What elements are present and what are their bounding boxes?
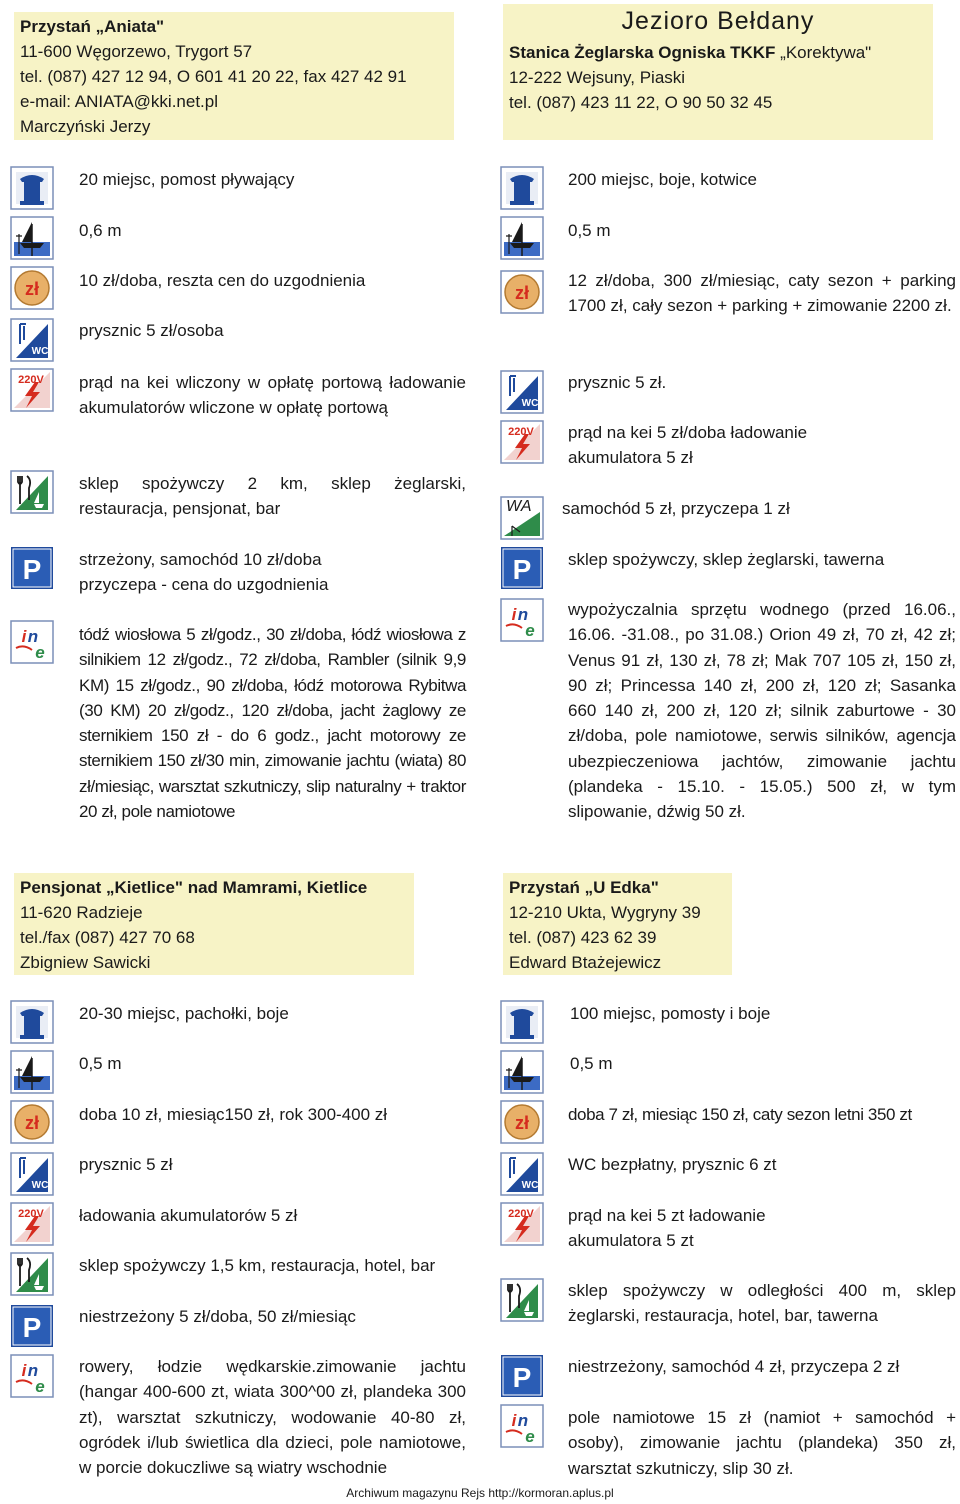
parking-text: niestrzeżony, samochód 4 zł, przyczepa 2 zł — [568, 1357, 900, 1376]
shower-text: WC bezpłatny, prysznic 6 zt — [568, 1155, 777, 1174]
wc-icon — [500, 1152, 544, 1196]
marina-title-name: „Korektywa" — [780, 43, 872, 62]
price-icon — [500, 270, 544, 314]
other-text: wypożyczalnia sprzętu wodnego (przed 16.06., 16.06. -31.08., po 31.08.) Orion 49 zł, 70 zł, 42 zł; Venus 91 zł, 130 zł, 78 zł; Mak 707 105 zł, 150 zł, 90 zł; Princessa 140 zł, 200 zł, 120 zł; Sasanka 660 140 zł, 200 zł, 120 zł; silnik zaburtowe - 30 zł/doba, pole namiotowe, serwis silników, agencja ubezpieczeniowa jachtów, zimowanie jachtu (plandeka - 15.10. - 15.05.) 500 zł, w tym slipowanie, dźwig 50 zł. — [568, 600, 956, 822]
marina-aniata-header — [14, 12, 454, 140]
marina-address: 12-210 Ukta, Wygryny 39 — [509, 903, 701, 922]
lake-title: Jezioro Bełdany — [621, 7, 815, 35]
marina-title: Przystań „Aniata" — [20, 17, 165, 36]
marina-title: Przystań „U Edka" — [509, 878, 659, 897]
depth-text: 0,6 m — [79, 221, 122, 240]
wc-icon — [10, 1152, 54, 1196]
info-icon — [500, 598, 544, 642]
price-text: 12 zł/doba, 300 zł/miesiąc, caty sezon + parking 1700 zł, cały sezon + parking + zimowanie 2200 zł. — [568, 271, 956, 316]
marina-edek-header — [503, 873, 732, 975]
parking-text: niestrzeżony 5 zł/doba, 50 zł/miesiąc — [79, 1307, 356, 1326]
depth-icon — [500, 216, 544, 260]
marina-korektywa-header — [503, 4, 933, 140]
shop-icon — [10, 1252, 54, 1296]
power-text: prąd na kei 5 zt ładowanie akumulatora 5 zt — [568, 1206, 766, 1251]
shower-text: prysznic 5 zł — [79, 1155, 173, 1174]
power-icon — [10, 368, 54, 412]
marina-address: 12-222 Wejsuny, Piaski — [509, 68, 686, 87]
power-text: ładowania akumulatorów 5 zł — [79, 1206, 298, 1225]
shops-text: sklep spożywczy 1,5 km, restauracja, hotel, bar — [79, 1256, 436, 1275]
price-text: doba 7 zł, miesiąc 150 zł, caty sezon letni 350 zt — [568, 1105, 912, 1124]
marina-phone: tel./fax (087) 427 70 68 — [20, 928, 195, 947]
depth-text: 0,5 m — [568, 221, 611, 240]
bollard-icon — [10, 1000, 54, 1044]
power-icon — [500, 420, 544, 464]
parking-icon — [500, 1354, 544, 1398]
marina-phone: tel. (087) 427 12 94, O 601 41 20 22, fax 427 42 91 — [20, 67, 407, 86]
berths-text: 100 miejsc, pomosty i boje — [570, 1004, 771, 1023]
shops-text: sklep spożywczy 2 km, sklep żeglarski, restauracja, pensjonat, bar — [79, 474, 466, 519]
archive-footer: Archiwum magazynu Rejs http://kormoran.aplus.pl — [346, 1486, 614, 1500]
power-text: prąd na kei wliczony w opłatę portową ładowanie akumulatorów wliczone w opłatę portową — [79, 373, 466, 418]
berths-text: 200 miejsc, boje, kotwice — [568, 170, 757, 189]
depth-text: 0,5 m — [79, 1054, 122, 1073]
bollard-icon — [500, 166, 544, 210]
shops-text: sklep spożywczy w odległości 400 m, sklep żeglarski, restauracja, hotel, bar, tawerna — [568, 1281, 956, 1326]
wa-label: WA — [506, 498, 532, 515]
marina-person: Marczyński Jerzy — [20, 117, 151, 136]
wc-icon — [10, 318, 54, 362]
power-icon — [10, 1202, 54, 1246]
shower-text: prysznic 5 zł/osoba — [79, 321, 224, 340]
marina-phone: tel. (087) 423 11 22, O 90 50 32 45 — [509, 93, 773, 112]
depth-icon — [10, 1050, 54, 1094]
price-icon — [10, 266, 54, 310]
parking-icon — [10, 546, 54, 590]
wc-icon — [500, 370, 544, 414]
berths-text: 20-30 miejsc, pachołki, boje — [79, 1004, 289, 1023]
price-icon — [500, 1100, 544, 1144]
shower-text: prysznic 5 zł. — [568, 373, 667, 392]
marina-title: Stanica Żeglarska Ogniska TKKF — [509, 43, 776, 62]
parking-text: strzeżony, samochód 10 zł/doba przyczepa - cena do uzgodnienia — [79, 550, 329, 595]
shop-icon — [10, 470, 54, 514]
depth-icon — [10, 216, 54, 260]
shop-icon — [500, 1278, 544, 1322]
pension-kietlice-header — [14, 873, 414, 975]
other-text: pole namiotowe 15 zł (namiot + samochód + osoby), zimowanie jachtu (plandeka) 350 zł, warsztat szkutniczy, slip 30 zł. — [568, 1408, 956, 1478]
marina-title: Pensjonat „Kietlice" nad Mamrami, Kietlice — [20, 878, 368, 897]
depth-text: 0,5 m — [570, 1054, 613, 1073]
price-icon — [10, 1100, 54, 1144]
marina-person: Edward Btażejewicz — [509, 953, 662, 972]
parking-icon — [10, 1304, 54, 1348]
marina-address: 11-620 Radzieje — [20, 903, 143, 922]
bollard-icon — [500, 1000, 544, 1044]
power-icon — [500, 1202, 544, 1246]
price-text: doba 10 zł, miesiąc150 zł, rok 300-400 zł — [79, 1105, 388, 1124]
shops-text: sklep spożywczy, sklep żeglarski, tawerna — [568, 550, 885, 569]
power-text: prąd na kei 5 zł/doba ładowanie akumulatora 5 zł — [568, 423, 808, 468]
marina-email: e-mail: ANIATA@kki.net.pl — [20, 92, 219, 111]
other-text: tódź wiosłowa 5 zł/godz., 30 zł/doba, łódź wiosłowa z silnikiem 12 zł/godz., 72 zł/doba, Rambler (silnik 9,9 KM) 15 zł/godz., 90 zł/doba, łódź motorowa Rybitwa (30 KM) 20 zł/godz., 120 zł/doba, jacht żaglowy ze sternikiem 150 zł - do 6 godz., jacht motorowy ze sternikiem 150 zł/30 min, zimowanie jachtu (wiata) 80 zł/miesiąc, warsztat szkutniczy, slip naturalny + traktor 20 zł, pole namiotowe — [79, 625, 466, 822]
marina-phone: tel. (087) 423 62 39 — [509, 928, 657, 947]
depth-icon — [500, 1050, 544, 1094]
berths-text: 20 miejsc, pomost pływający — [79, 170, 295, 189]
marina-person: Zbigniew Sawicki — [20, 953, 151, 972]
parking-icon — [500, 546, 544, 590]
vehicle-text: samochód 5 zł, przyczepa 1 zł — [562, 499, 790, 518]
other-text: rowery, łodzie wędkarskie.zimowanie jachtu (hangar 400-600 zt, wiata 300^00 zł, plandeka 300 zt), warsztat szkutniczy, wodowanie 40-80 zł, ogródek i/lub świetlica dla dzieci, pole namiotowe, w porcie dokuczliwe są wiatry wschodnie — [79, 1357, 466, 1478]
price-text: 10 zł/doba, reszta cen do uzgodnienia — [79, 271, 366, 290]
marina-address: 11-600 Węgorzewo, Trygort 57 — [20, 42, 253, 61]
info-icon — [10, 1354, 54, 1398]
bollard-icon — [10, 166, 54, 210]
info-icon — [500, 1404, 544, 1448]
info-icon — [10, 620, 54, 664]
